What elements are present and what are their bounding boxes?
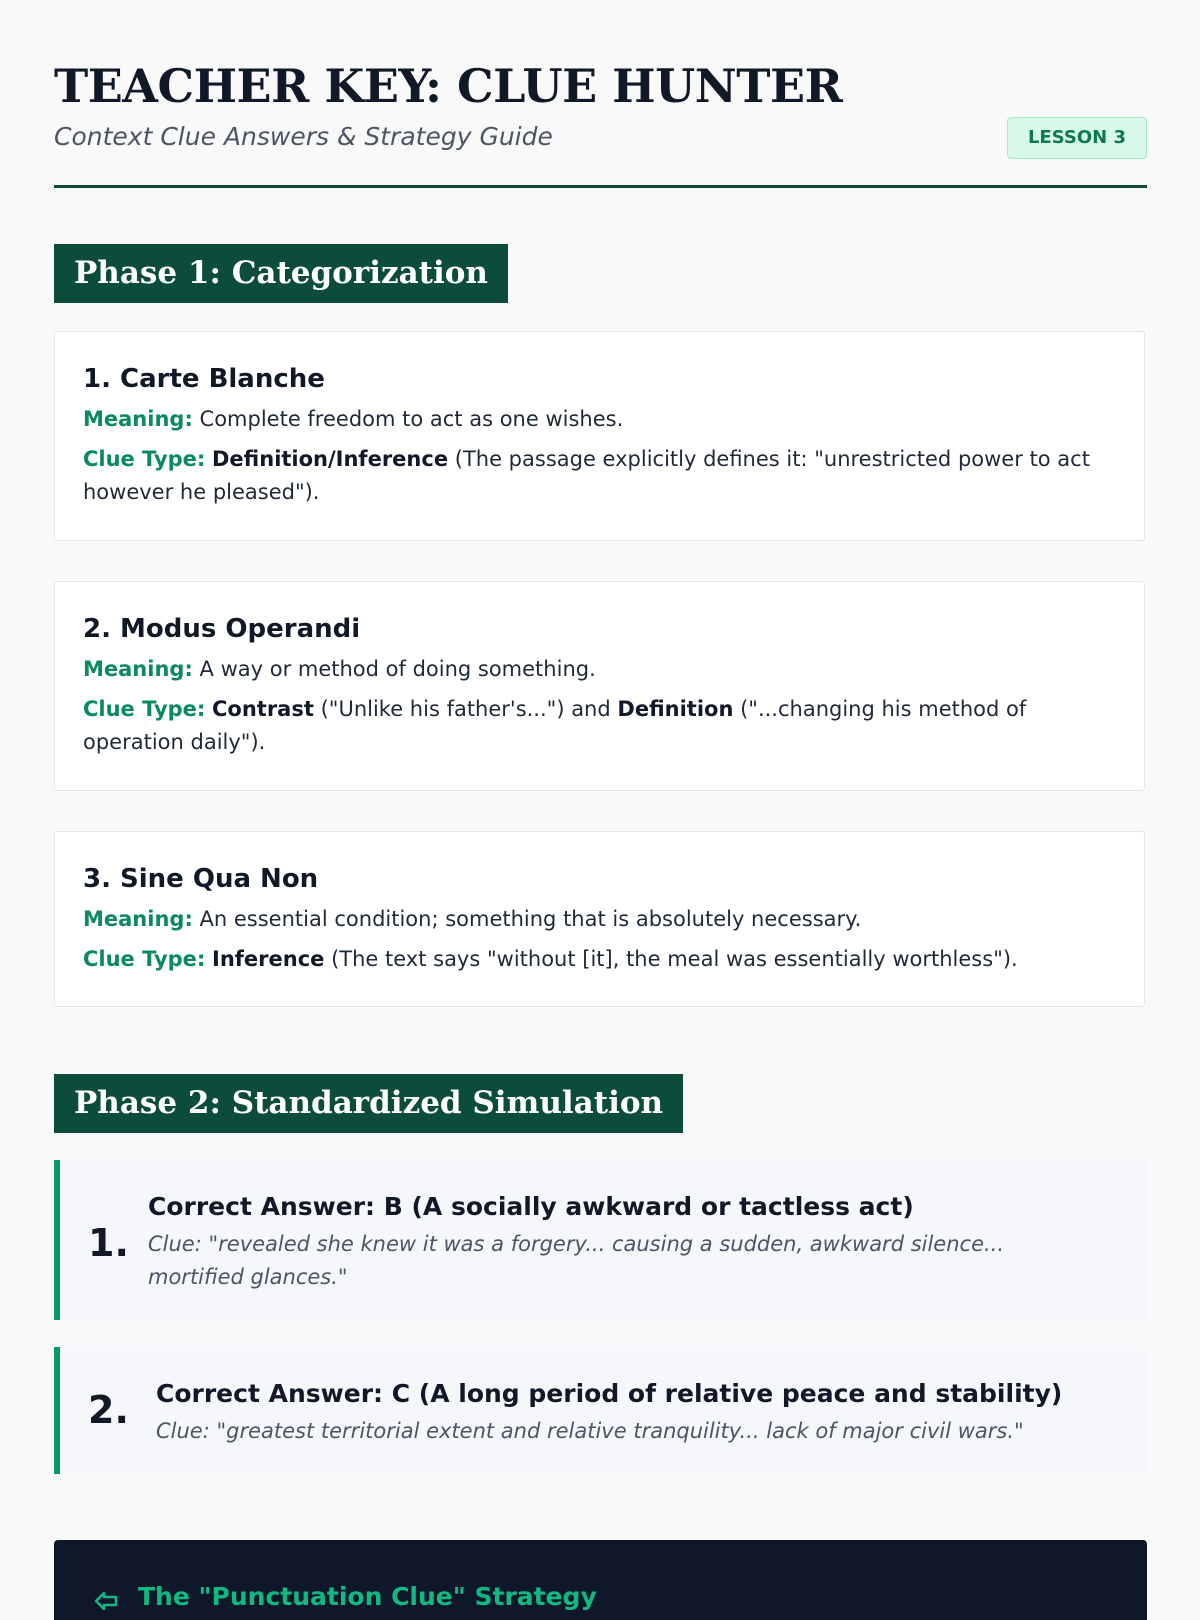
- clue-type-label: Clue Type:: [83, 947, 206, 971]
- phase-1-heading: Phase 1: Categorization: [54, 244, 508, 303]
- lesson-badge: LESSON 3: [1007, 117, 1147, 159]
- term-title: 2. Modus Operandi: [83, 614, 361, 644]
- header-divider: [54, 185, 1147, 188]
- meaning-line: [83, 653, 1116, 686]
- meaning-label: Meaning:: [83, 907, 193, 931]
- correct-answer: Correct Answer: B (A socially awkward or tactless act): [148, 1192, 914, 1221]
- clue-type-label: Clue Type:: [83, 447, 206, 471]
- meaning-text: A way or method of doing something.: [199, 657, 596, 681]
- clue-type-explanation: (The passage explicitly defines it: "unrestricted power to act however he pleased").: [83, 447, 1090, 504]
- clue-type-value: Inference: [212, 947, 325, 971]
- meaning-text: An essential condition; something that is absolutely necessary.: [199, 907, 862, 931]
- clue-type-value-2: Definition: [617, 697, 734, 721]
- clue-type-label: Clue Type:: [83, 697, 206, 721]
- strategy-title: The "Punctuation Clue" Strategy: [138, 1582, 597, 1611]
- answer-body: [156, 1377, 1087, 1448]
- answer-number: 2.: [88, 1388, 129, 1432]
- answer-number: 1.: [88, 1221, 129, 1265]
- term-title: 1. Carte Blanche: [83, 364, 325, 394]
- header: [54, 56, 1147, 154]
- strategy-panel: [54, 1540, 1147, 1620]
- page-subtitle: Context Clue Answers & Strategy Guide: [54, 122, 553, 151]
- clue-type-line: [83, 443, 1116, 509]
- clue-type-value: Definition/Inference: [212, 447, 449, 471]
- clue-type-explanation: ("Unlike his father's...") and: [320, 697, 611, 721]
- term-card-sine-qua-non: [54, 831, 1145, 1007]
- meaning-label: Meaning:: [83, 657, 193, 681]
- term-card-carte-blanche: [54, 331, 1145, 541]
- pointing-hand-icon: [92, 1584, 122, 1614]
- phase-2-heading: Phase 2: Standardized Simulation: [54, 1074, 683, 1133]
- clue-type-explanation-2: ("...changing his method of operation daily").: [83, 697, 1027, 754]
- meaning-label: Meaning:: [83, 407, 193, 431]
- page-title: TEACHER KEY: CLUE HUNTER: [54, 59, 843, 113]
- clue-type-explanation: (The text says "without [it], the meal was essentially worthless").: [331, 947, 1018, 971]
- correct-answer: Correct Answer: C (A long period of relative peace and stability): [156, 1379, 1063, 1408]
- meaning-text: Complete freedom to act as one wishes.: [199, 407, 624, 431]
- meaning-line: [83, 403, 1116, 436]
- term-card-modus-operandi: [54, 581, 1145, 791]
- clue-type-value: Contrast: [212, 697, 314, 721]
- meaning-line: [83, 903, 1116, 936]
- answer-body: [148, 1190, 1087, 1294]
- clue-type-line: [83, 943, 1116, 976]
- answer-item-2: [54, 1347, 1147, 1474]
- clue-type-line: [83, 693, 1116, 759]
- answer-item-1: [54, 1160, 1147, 1320]
- answer-clue: Clue: "greatest territorial extent and relative tranquility... lack of major civil wars.": [156, 1419, 1024, 1443]
- answer-clue: Clue: "revealed she knew it was a forgery... causing a sudden, awkward silence... mortified glances.": [148, 1232, 1005, 1289]
- term-title: 3. Sine Qua Non: [83, 864, 319, 894]
